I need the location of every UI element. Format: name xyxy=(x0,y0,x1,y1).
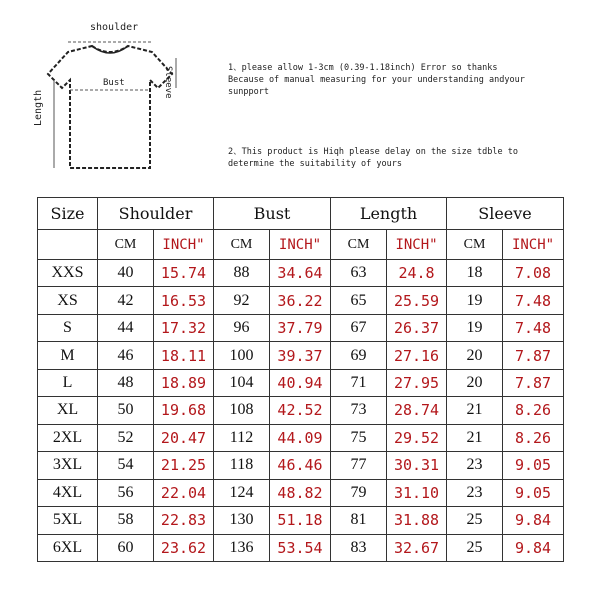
bust-inch-cell: 42.52 xyxy=(270,397,331,424)
tshirt-outline-icon xyxy=(30,18,200,183)
table-row xyxy=(38,260,564,287)
length-cm-cell: 63 xyxy=(331,260,387,287)
bust-cm-cell: 96 xyxy=(214,314,270,341)
bust-inch-cell: 39.37 xyxy=(270,342,331,369)
bust-inch-cell: 37.79 xyxy=(270,314,331,341)
shoulder-inch-cell: 23.62 xyxy=(154,534,214,561)
unit-inch: INCH" xyxy=(154,230,214,260)
length-cm-cell: 77 xyxy=(331,452,387,479)
length-inch-cell: 31.88 xyxy=(387,507,447,534)
length-inch-cell: 24.8 xyxy=(387,260,447,287)
unit-inch: INCH" xyxy=(270,230,331,260)
shoulder-cm-cell: 54 xyxy=(98,452,154,479)
sleeve-cm-cell: 18 xyxy=(447,260,503,287)
sleeve-cm-cell: 23 xyxy=(447,452,503,479)
length-inch-cell: 27.95 xyxy=(387,369,447,396)
table-row xyxy=(38,424,564,451)
sleeve-inch-cell: 9.05 xyxy=(503,452,564,479)
size-cell: XL xyxy=(38,397,98,424)
size-cell: M xyxy=(38,342,98,369)
length-cm-cell: 73 xyxy=(331,397,387,424)
size-cell: XXS xyxy=(38,260,98,287)
length-inch-cell: 31.10 xyxy=(387,479,447,506)
length-inch-cell: 28.74 xyxy=(387,397,447,424)
header-size: Size xyxy=(38,198,98,230)
sleeve-inch-cell: 7.08 xyxy=(503,260,564,287)
bust-cm-cell: 100 xyxy=(214,342,270,369)
shoulder-inch-cell: 21.25 xyxy=(154,452,214,479)
shoulder-cm-cell: 50 xyxy=(98,397,154,424)
bust-cm-cell: 118 xyxy=(214,452,270,479)
table-row xyxy=(38,369,564,396)
sleeve-inch-cell: 7.48 xyxy=(503,314,564,341)
size-notes xyxy=(228,62,568,170)
shoulder-inch-cell: 15.74 xyxy=(154,260,214,287)
unit-cm: CM xyxy=(98,230,154,260)
unit-inch: INCH" xyxy=(387,230,447,260)
size-cell: 2XL xyxy=(38,424,98,451)
tshirt-measurement-diagram xyxy=(30,18,200,183)
table-row xyxy=(38,314,564,341)
sleeve-cm-cell: 19 xyxy=(447,287,503,314)
bust-inch-cell: 51.18 xyxy=(270,507,331,534)
bust-inch-cell: 48.82 xyxy=(270,479,331,506)
header-length: Length xyxy=(331,198,447,230)
table-row xyxy=(38,534,564,561)
shoulder-inch-cell: 17.32 xyxy=(154,314,214,341)
shoulder-inch-cell: 18.89 xyxy=(154,369,214,396)
bust-cm-cell: 112 xyxy=(214,424,270,451)
bust-cm-cell: 124 xyxy=(214,479,270,506)
sleeve-cm-cell: 19 xyxy=(447,314,503,341)
shoulder-cm-cell: 52 xyxy=(98,424,154,451)
shoulder-cm-cell: 40 xyxy=(98,260,154,287)
table-row xyxy=(38,397,564,424)
length-label: Length xyxy=(33,89,44,126)
size-cell: 6XL xyxy=(38,534,98,561)
sleeve-cm-cell: 20 xyxy=(447,342,503,369)
length-cm-cell: 65 xyxy=(331,287,387,314)
sleeve-inch-cell: 7.87 xyxy=(503,369,564,396)
bust-inch-cell: 44.09 xyxy=(270,424,331,451)
bust-inch-cell: 34.64 xyxy=(270,260,331,287)
length-cm-cell: 83 xyxy=(331,534,387,561)
bust-cm-cell: 136 xyxy=(214,534,270,561)
shoulder-cm-cell: 48 xyxy=(98,369,154,396)
sleeve-cm-cell: 23 xyxy=(447,479,503,506)
size-cell: S xyxy=(38,314,98,341)
bust-label: Bust xyxy=(103,78,125,88)
size-cell: 3XL xyxy=(38,452,98,479)
shoulder-inch-cell: 18.11 xyxy=(154,342,214,369)
sleeve-inch-cell: 7.48 xyxy=(503,287,564,314)
bust-inch-cell: 46.46 xyxy=(270,452,331,479)
size-chart-table xyxy=(37,197,564,562)
shoulder-inch-cell: 20.47 xyxy=(154,424,214,451)
shoulder-label: shoulder xyxy=(90,22,139,33)
bust-cm-cell: 108 xyxy=(214,397,270,424)
unit-cm: CM xyxy=(214,230,270,260)
header-shoulder: Shoulder xyxy=(98,198,214,230)
length-inch-cell: 26.37 xyxy=(387,314,447,341)
length-inch-cell: 30.31 xyxy=(387,452,447,479)
table-row xyxy=(38,507,564,534)
sleeve-inch-cell: 8.26 xyxy=(503,424,564,451)
note-size-check: 2、This product is Hiqh please delay on the size tdble to determine the suitability of yours xyxy=(228,147,518,169)
table-row xyxy=(38,287,564,314)
shoulder-cm-cell: 42 xyxy=(98,287,154,314)
table-row xyxy=(38,342,564,369)
length-inch-cell: 32.67 xyxy=(387,534,447,561)
sleeve-inch-cell: 9.05 xyxy=(503,479,564,506)
size-rows xyxy=(38,260,564,562)
sleeve-inch-cell: 9.84 xyxy=(503,534,564,561)
length-cm-cell: 79 xyxy=(331,479,387,506)
bust-inch-cell: 40.94 xyxy=(270,369,331,396)
sleeve-inch-cell: 8.26 xyxy=(503,397,564,424)
shoulder-inch-cell: 16.53 xyxy=(154,287,214,314)
sleeve-cm-cell: 25 xyxy=(447,534,503,561)
shoulder-inch-cell: 22.04 xyxy=(154,479,214,506)
sleeve-cm-cell: 20 xyxy=(447,369,503,396)
header-sleeve: Sleeve xyxy=(447,198,564,230)
bust-cm-cell: 92 xyxy=(214,287,270,314)
sleeve-cm-cell: 25 xyxy=(447,507,503,534)
table-row xyxy=(38,452,564,479)
unit-row xyxy=(38,230,564,260)
length-inch-cell: 27.16 xyxy=(387,342,447,369)
size-cell: L xyxy=(38,369,98,396)
length-inch-cell: 29.52 xyxy=(387,424,447,451)
bust-cm-cell: 88 xyxy=(214,260,270,287)
table-row xyxy=(38,479,564,506)
sleeve-label: Sleeve xyxy=(163,66,173,99)
header-row xyxy=(38,198,564,230)
shoulder-cm-cell: 56 xyxy=(98,479,154,506)
length-cm-cell: 81 xyxy=(331,507,387,534)
shoulder-cm-cell: 44 xyxy=(98,314,154,341)
note-measuring-error: 1、please allow 1-3cm (0.39-1.18inch) Error so thanks Because of manual measuring for your understanding andyour sunpport xyxy=(228,63,525,97)
sleeve-inch-cell: 7.87 xyxy=(503,342,564,369)
length-inch-cell: 25.59 xyxy=(387,287,447,314)
bust-cm-cell: 104 xyxy=(214,369,270,396)
header-bust: Bust xyxy=(214,198,331,230)
shoulder-inch-cell: 19.68 xyxy=(154,397,214,424)
sleeve-cm-cell: 21 xyxy=(447,397,503,424)
size-cell: 4XL xyxy=(38,479,98,506)
length-cm-cell: 67 xyxy=(331,314,387,341)
length-cm-cell: 71 xyxy=(331,369,387,396)
length-cm-cell: 75 xyxy=(331,424,387,451)
sleeve-inch-cell: 9.84 xyxy=(503,507,564,534)
shoulder-cm-cell: 60 xyxy=(98,534,154,561)
unit-cm: CM xyxy=(331,230,387,260)
bust-inch-cell: 53.54 xyxy=(270,534,331,561)
bust-cm-cell: 130 xyxy=(214,507,270,534)
unit-cm: CM xyxy=(447,230,503,260)
sleeve-cm-cell: 21 xyxy=(447,424,503,451)
bust-inch-cell: 36.22 xyxy=(270,287,331,314)
shoulder-inch-cell: 22.83 xyxy=(154,507,214,534)
unit-empty-cell xyxy=(38,230,98,260)
unit-inch: INCH" xyxy=(503,230,564,260)
size-cell: 5XL xyxy=(38,507,98,534)
size-cell: XS xyxy=(38,287,98,314)
shoulder-cm-cell: 46 xyxy=(98,342,154,369)
shoulder-cm-cell: 58 xyxy=(98,507,154,534)
length-cm-cell: 69 xyxy=(331,342,387,369)
